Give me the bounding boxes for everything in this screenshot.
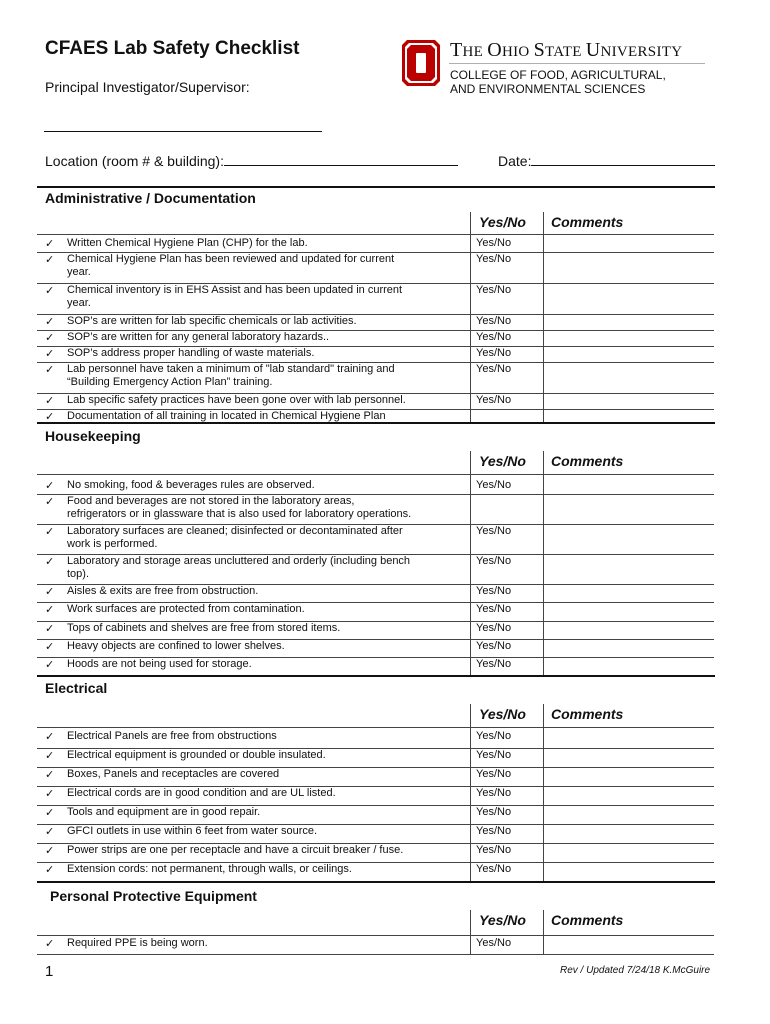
check-icon: ✓: [45, 731, 55, 743]
item-line: work is performed.: [67, 538, 158, 550]
item-line: Laboratory surfaces are cleaned; disinfected or decontaminated after: [67, 525, 403, 537]
yesno-field[interactable]: Yes/No: [476, 640, 512, 652]
checklist-item-text: [67, 331, 467, 344]
comments-field[interactable]: [544, 584, 714, 602]
section-title: Administrative / Documentation: [45, 190, 256, 206]
item-line: GFCI outlets in use within 6 feet from water source.: [67, 825, 318, 837]
check-icon: ✓: [45, 411, 55, 423]
yesno-field[interactable]: Yes/No: [476, 284, 512, 296]
checklist-row: [37, 554, 714, 584]
yesno-field[interactable]: Yes/No: [476, 730, 512, 742]
comments-field[interactable]: [544, 786, 714, 805]
checklist-row: [37, 236, 714, 252]
item-line: Chemical Hygiene Plan has been reviewed and updated for current: [67, 253, 395, 265]
check-icon: ✓: [45, 826, 55, 838]
item-line: Documentation of all training in located in Chemical Hygiene Plan: [67, 410, 386, 422]
checklist-item-text: [67, 806, 467, 819]
checklist-row: [37, 409, 714, 422]
item-line: Tops of cabinets and shelves are free from stored items.: [67, 622, 341, 634]
comments-field[interactable]: [544, 494, 714, 524]
column-header-comments: Comments: [551, 214, 624, 230]
page-number: 1: [45, 963, 54, 980]
item-line: SOP’s are written for lab specific chemicals or lab activities.: [67, 315, 357, 327]
comments-field[interactable]: [544, 639, 714, 657]
comments-field[interactable]: [544, 393, 714, 409]
comments-field[interactable]: [544, 824, 714, 843]
checklist-row: [37, 602, 714, 621]
item-line: Required PPE is being worn.: [67, 937, 208, 949]
yesno-field[interactable]: Yes/No: [476, 525, 512, 537]
check-icon: ✓: [45, 604, 55, 616]
checklist-item-text: [67, 237, 467, 250]
column-header-yesno: Yes/No: [479, 214, 526, 230]
yesno-field[interactable]: Yes/No: [476, 479, 512, 491]
check-icon: ✓: [45, 864, 55, 876]
yesno-field[interactable]: Yes/No: [476, 844, 512, 856]
check-icon: ✓: [45, 395, 55, 407]
section-rule: [37, 881, 715, 883]
yesno-field[interactable]: Yes/No: [476, 787, 512, 799]
comments-field[interactable]: [544, 657, 714, 675]
checklist-row: [37, 346, 714, 362]
block-o-logo-icon: [402, 40, 440, 86]
check-icon: ✓: [45, 316, 55, 328]
header-divider: [37, 474, 714, 475]
item-line: refrigerators or in glassware that is also used for laboratory operations.: [67, 508, 412, 520]
item-line: Hoods are not being used for storage.: [67, 658, 252, 670]
comments-field[interactable]: [544, 862, 714, 881]
checklist-row: [37, 936, 714, 954]
checklist-item-text: [67, 585, 467, 598]
item-line: No smoking, food & beverages rules are observed.: [67, 479, 315, 491]
item-line: Heavy objects are confined to lower shelves.: [67, 640, 285, 652]
checklist-item-text: [67, 253, 467, 279]
checklist-row: [37, 362, 714, 393]
item-line: SOP’s address proper handling of waste materials.: [67, 347, 315, 359]
yesno-field[interactable]: Yes/No: [476, 331, 512, 343]
item-line: Work surfaces are protected from contamination.: [67, 603, 305, 615]
checklist-row: [37, 767, 714, 786]
yesno-field[interactable]: Yes/No: [476, 806, 512, 818]
header-divider: [37, 234, 714, 235]
item-line: SOP’s are written for any general laboratory hazards..: [67, 331, 330, 343]
checklist-row: [37, 729, 714, 748]
item-line: Boxes, Panels and receptacles are covered: [67, 768, 280, 780]
checklist-item-text: [67, 658, 467, 671]
comments-field[interactable]: [544, 236, 714, 252]
checklist-row: [37, 824, 714, 843]
comments-field[interactable]: [544, 283, 714, 314]
section-title: Electrical: [45, 680, 108, 696]
yesno-field[interactable]: Yes/No: [476, 394, 512, 406]
checklist-row: [37, 478, 714, 494]
yesno-field[interactable]: Yes/No: [476, 658, 512, 670]
checklist-row: [37, 584, 714, 602]
yesno-field[interactable]: Yes/No: [476, 555, 512, 567]
comments-field[interactable]: [544, 252, 714, 283]
location-label: Location (room # & building):: [45, 153, 224, 169]
date-row: [498, 150, 715, 169]
checklist-item-text: [67, 495, 467, 521]
checklist-row: [37, 639, 714, 657]
yesno-field[interactable]: Yes/No: [476, 603, 512, 615]
check-icon: ✓: [45, 788, 55, 800]
revision-note: Rev / Updated 7/24/18 K.McGuire: [560, 965, 711, 976]
header-divider: [37, 727, 714, 728]
column-header-yesno: Yes/No: [479, 453, 526, 469]
checklist-item-text: [67, 749, 467, 762]
checklist-item-text: [67, 603, 467, 616]
checklist-item-text: [67, 394, 467, 407]
item-line: Electrical cords are in good condition and are UL listed.: [67, 787, 336, 799]
comments-field[interactable]: [544, 409, 714, 422]
comments-field[interactable]: [544, 478, 714, 494]
checklist-row: [37, 393, 714, 409]
item-line: Laboratory and storage areas uncluttered and orderly (including bench: [67, 555, 411, 567]
item-line: Electrical equipment is grounded or double insulated.: [67, 749, 326, 761]
checklist-row: [37, 494, 714, 524]
comments-field[interactable]: [544, 843, 714, 862]
checklist-row: [37, 330, 714, 346]
comments-field[interactable]: [544, 729, 714, 748]
checklist-item-text: [67, 622, 467, 635]
check-icon: ✓: [45, 807, 55, 819]
checklist-row: [37, 524, 714, 554]
checklist-row: [37, 805, 714, 824]
yesno-field[interactable]: Yes/No: [476, 768, 512, 780]
section-rule: [37, 186, 715, 188]
check-icon: ✓: [45, 586, 55, 598]
checklist-item-text: [67, 730, 467, 743]
yesno-field[interactable]: Yes/No: [476, 749, 512, 761]
check-icon: ✓: [45, 556, 55, 568]
section-rule: [37, 675, 715, 677]
column-header-comments: Comments: [551, 912, 624, 928]
item-line: Chemical inventory is in EHS Assist and has been updated in current: [67, 284, 403, 296]
yesno-field[interactable]: Yes/No: [476, 315, 512, 327]
item-line: Written Chemical Hygiene Plan (CHP) for the lab.: [67, 237, 308, 249]
university-wordmark: THE OHIO STATE UNIVERSITY: [450, 39, 683, 61]
checklist-item-text: [67, 768, 467, 781]
item-line: Lab personnel have taken a minimum of "lab standard" training and: [67, 363, 395, 375]
item-line: Electrical Panels are free from obstructions: [67, 730, 277, 742]
checklist-item-text: [67, 555, 467, 581]
section-title: Housekeeping: [45, 428, 141, 444]
check-icon: ✓: [45, 938, 55, 950]
item-line: Tools and equipment are in good repair.: [67, 806, 261, 818]
check-icon: ✓: [45, 769, 55, 781]
checklist-row: [37, 283, 714, 314]
check-icon: ✓: [45, 332, 55, 344]
yesno-field[interactable]: Yes/No: [476, 237, 512, 249]
column-header-comments: Comments: [551, 453, 624, 469]
checklist-item-text: [67, 525, 467, 551]
checklist-item-text: [67, 937, 467, 950]
checklist-row: [37, 748, 714, 767]
item-line: Extension cords: not permanent, through walls, or ceilings.: [67, 863, 352, 875]
checklist-item-text: [67, 640, 467, 653]
check-icon: ✓: [45, 641, 55, 653]
check-icon: ✓: [45, 348, 55, 360]
yesno-field[interactable]: Yes/No: [476, 825, 512, 837]
comments-field[interactable]: [544, 362, 714, 393]
row-divider: [37, 954, 714, 955]
item-line: Food and beverages are not stored in the laboratory areas,: [67, 495, 355, 507]
yesno-field[interactable]: Yes/No: [476, 937, 512, 949]
checklist-item-text: [67, 479, 467, 492]
checklist-item-text: [67, 315, 467, 328]
item-line: Aisles & exits are free from obstruction.: [67, 585, 259, 597]
college-name: [450, 68, 666, 96]
item-line: “Building Emergency Action Plan” training.: [67, 376, 273, 388]
date-label: Date:: [498, 153, 532, 169]
comments-field[interactable]: [544, 748, 714, 767]
checklist-item-text: [67, 347, 467, 360]
comments-field[interactable]: [544, 314, 714, 330]
comments-field[interactable]: [544, 524, 714, 554]
comments-field[interactable]: [544, 346, 714, 362]
check-icon: ✓: [45, 285, 55, 297]
check-icon: ✓: [45, 845, 55, 857]
checklist-item-text: [67, 787, 467, 800]
comments-field[interactable]: [544, 554, 714, 584]
college-line-2: AND ENVIRONMENTAL SCIENCES: [450, 82, 646, 96]
college-line-1: COLLEGE OF FOOD, AGRICULTURAL,: [450, 68, 666, 82]
comments-field[interactable]: [544, 936, 714, 954]
checklist-item-text: [67, 284, 467, 310]
comments-field[interactable]: [544, 602, 714, 621]
wordmark-divider: [449, 63, 705, 64]
check-icon: ✓: [45, 496, 55, 508]
checklist-row: [37, 314, 714, 330]
yesno-field[interactable]: Yes/No: [476, 253, 512, 265]
checklist-item-text: [67, 825, 467, 838]
comments-field[interactable]: [544, 767, 714, 786]
column-header-yesno: Yes/No: [479, 912, 526, 928]
section-rule: [37, 422, 715, 424]
yesno-field[interactable]: Yes/No: [476, 347, 512, 359]
checklist-item-text: [67, 844, 467, 857]
checklist-item-text: [67, 363, 467, 389]
item-line: Lab specific safety practices have been gone over with lab personnel.: [67, 394, 406, 406]
checklist-row: [37, 621, 714, 639]
item-line: year.: [67, 266, 91, 278]
section-title: Personal Protective Equipment: [50, 888, 257, 904]
column-header-yesno: Yes/No: [479, 706, 526, 722]
check-icon: ✓: [45, 238, 55, 250]
yesno-field[interactable]: Yes/No: [476, 622, 512, 634]
page-title: CFAES Lab Safety Checklist: [45, 38, 300, 59]
item-line: Power strips are one per receptacle and have a circuit breaker / fuse.: [67, 844, 404, 856]
column-header-comments: Comments: [551, 706, 624, 722]
comments-field[interactable]: [544, 330, 714, 346]
checklist-row: [37, 657, 714, 675]
location-row: [45, 150, 458, 169]
yesno-field[interactable]: Yes/No: [476, 363, 512, 375]
item-line: top).: [67, 568, 90, 580]
pi-label: Principal Investigator/Supervisor:: [45, 79, 250, 95]
checklist-row: [37, 786, 714, 805]
yesno-field[interactable]: Yes/No: [476, 863, 512, 875]
check-icon: ✓: [45, 364, 55, 376]
date-field[interactable]: [531, 150, 715, 166]
checklist-row: [37, 843, 714, 862]
checklist-item-text: [67, 863, 467, 876]
check-icon: ✓: [45, 623, 55, 635]
check-icon: ✓: [45, 480, 55, 492]
checklist-row: [37, 252, 714, 283]
check-icon: ✓: [45, 526, 55, 538]
comments-field[interactable]: [544, 621, 714, 639]
item-line: year.: [67, 297, 91, 309]
check-icon: ✓: [45, 659, 55, 671]
check-icon: ✓: [45, 254, 55, 266]
location-field[interactable]: [224, 150, 458, 166]
comments-field[interactable]: [544, 805, 714, 824]
yesno-field[interactable]: Yes/No: [476, 585, 512, 597]
pi-signature-line[interactable]: [44, 131, 322, 132]
check-icon: ✓: [45, 750, 55, 762]
checklist-row: [37, 862, 714, 881]
